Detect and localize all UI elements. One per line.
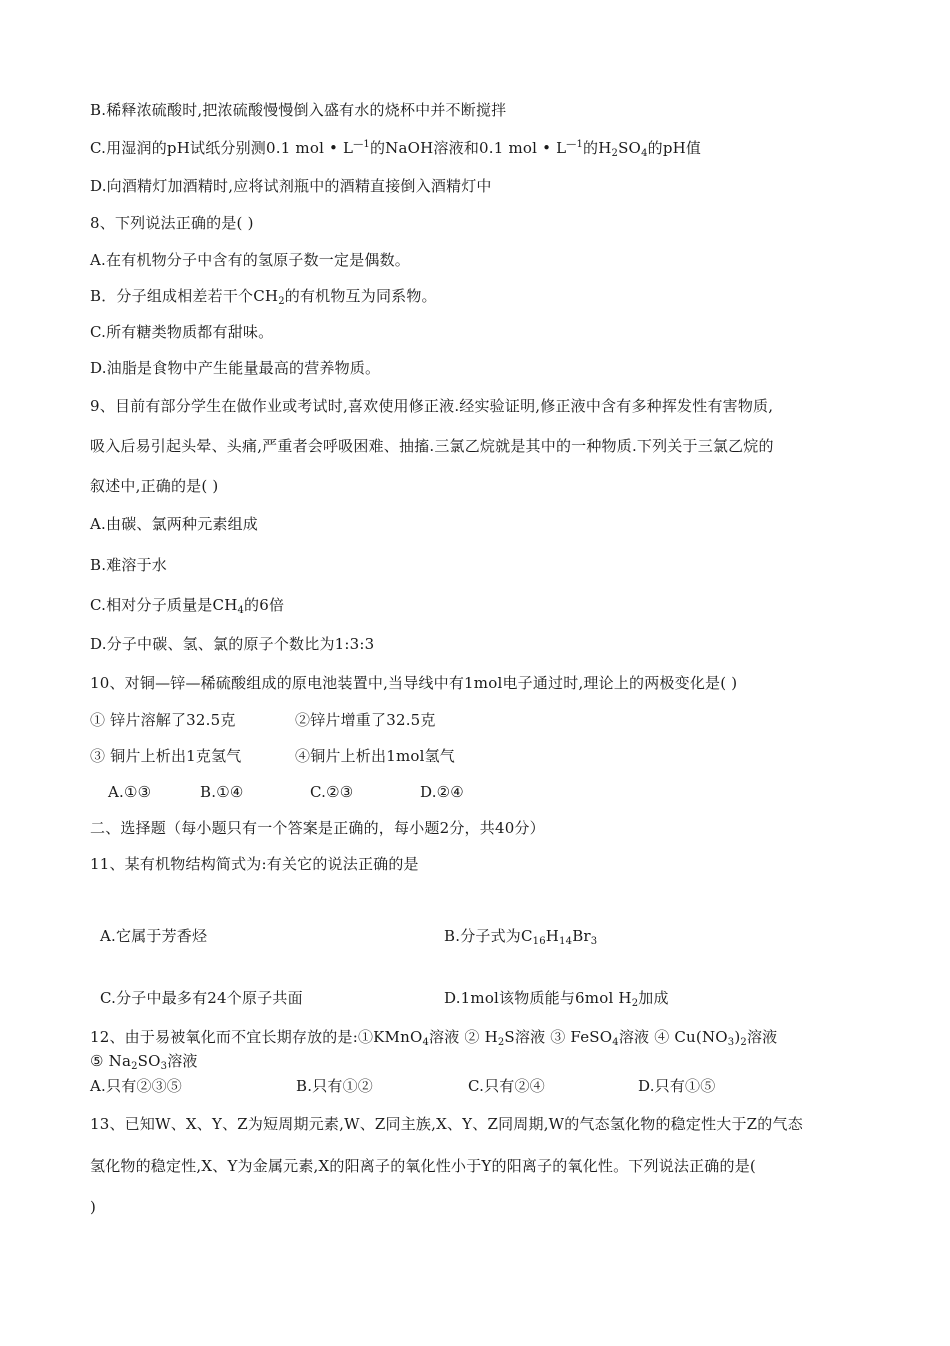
q9-option-c: C.相对分子质量是$CH_4$的6倍 — [90, 596, 285, 616]
q8-option-a: A.在有机物分子中含有的氢原子数一定是偶数。 — [90, 251, 411, 269]
q10-stem: 10、对铜—锌—稀硫酸组成的原电池装置中,当导线中有1mol电子通过时,理论上的两极变化是( ) — [90, 674, 738, 692]
q8-stem: 8、下列说法正确的是( ) — [90, 214, 254, 232]
q7-option-d: D.向酒精灯加酒精时,应将试剂瓶中的酒精直接倒入酒精灯中 — [90, 177, 492, 195]
q13-stem-line-1: 13、已知W、X、Y、Z为短周期元素,W、Z同主族,X、Y、Z同周期,W的气态氢化物的稳定性大于Z的气态 — [90, 1115, 803, 1133]
q11-option-c: C.分子中最多有24个原子共面 — [100, 989, 303, 1007]
q9-stem-line-1: 9、目前有部分学生在做作业或考试时,喜欢使用修正液.经实验证明,修正液中含有多种挥发性有害物质, — [90, 397, 774, 415]
q10-item-1: ① 锌片溶解了32.5克 — [90, 711, 236, 729]
q11-option-d: D.1mol该物质能与6mol $H_2$加成 — [444, 989, 669, 1009]
q11-option-a: A.它属于芳香烃 — [100, 927, 208, 945]
q9-option-d: D.分子中碳、氢、氯的原子个数比为1:3:3 — [90, 635, 375, 653]
q10-item-4: ④铜片上析出1mol氢气 — [295, 747, 455, 765]
q11-stem: 11、某有机物结构简式为:有关它的说法正确的是 — [90, 855, 419, 873]
q10-item-3: ③ 铜片上析出1克氢气 — [90, 747, 242, 765]
q11-option-b: B.分子式为$C_{16}H_{14}Br_3$ — [444, 927, 598, 947]
q12-option-d: D.只有①⑤ — [638, 1077, 716, 1095]
q10-option-a: A.①③ — [108, 783, 152, 801]
q10-option-b: B.①④ — [200, 783, 244, 801]
q12-stem-line-2: ⑤ $Na_2SO_3$溶液 — [90, 1052, 198, 1072]
q8-option-c: C.所有糖类物质都有甜味。 — [90, 323, 274, 341]
q10-option-d: D.②④ — [420, 783, 464, 801]
q10-option-c: C.②③ — [310, 783, 354, 801]
q12-option-b: B.只有①② — [296, 1077, 373, 1095]
q9-stem-line-3: 叙述中,正确的是( ) — [90, 477, 219, 495]
q9-stem-line-2: 吸入后易引起头晕、头痛,严重者会呼吸困难、抽搐.三氯乙烷就是其中的一种物质.下列关于三氯乙烷的 — [90, 437, 774, 455]
q9-option-a: A.由碳、氯两种元素组成 — [90, 515, 259, 533]
q8-option-d: D.油脂是食物中产生能量最高的营养物质。 — [90, 359, 381, 377]
q7-option-b: B.稀释浓硫酸时,把浓硫酸慢慢倒入盛有水的烧杯中并不断搅拌 — [90, 101, 507, 119]
q9-option-b: B.难溶于水 — [90, 556, 167, 574]
q13-stem-line-3: ) — [90, 1198, 97, 1216]
q13-stem-line-2: 氢化物的稳定性,X、Y为金属元素,X的阳离子的氧化性小于Y的阳离子的氧化性。下列说法正确的是( — [90, 1157, 756, 1175]
q8-option-b: B．分子组成相差若干个$CH_2$的有机物互为同系物。 — [90, 287, 437, 307]
section-2-heading: 二、选择题（每小题只有一个答案是正确的，每小题2分，共40分） — [90, 819, 545, 837]
q12-stem: 12、由于易被氧化而不宜长期存放的是:①KMnO$_4$溶液 ② $H_2S$溶液 ③ FeSO$_4$溶液 ④ $Cu(NO_3)_2$溶液 — [90, 1028, 778, 1048]
q12-option-a: A.只有②③⑤ — [90, 1077, 183, 1095]
q7-option-c: C.用湿润的pH试纸分别测0.1 mol • $L^{—1}$的NaOH溶液和0.1 mol • $L^{—1}$的$H_2SO_4$的pH值 — [90, 139, 702, 159]
q12-option-c: C.只有②④ — [468, 1077, 545, 1095]
q10-item-2: ②锌片增重了32.5克 — [295, 711, 436, 729]
